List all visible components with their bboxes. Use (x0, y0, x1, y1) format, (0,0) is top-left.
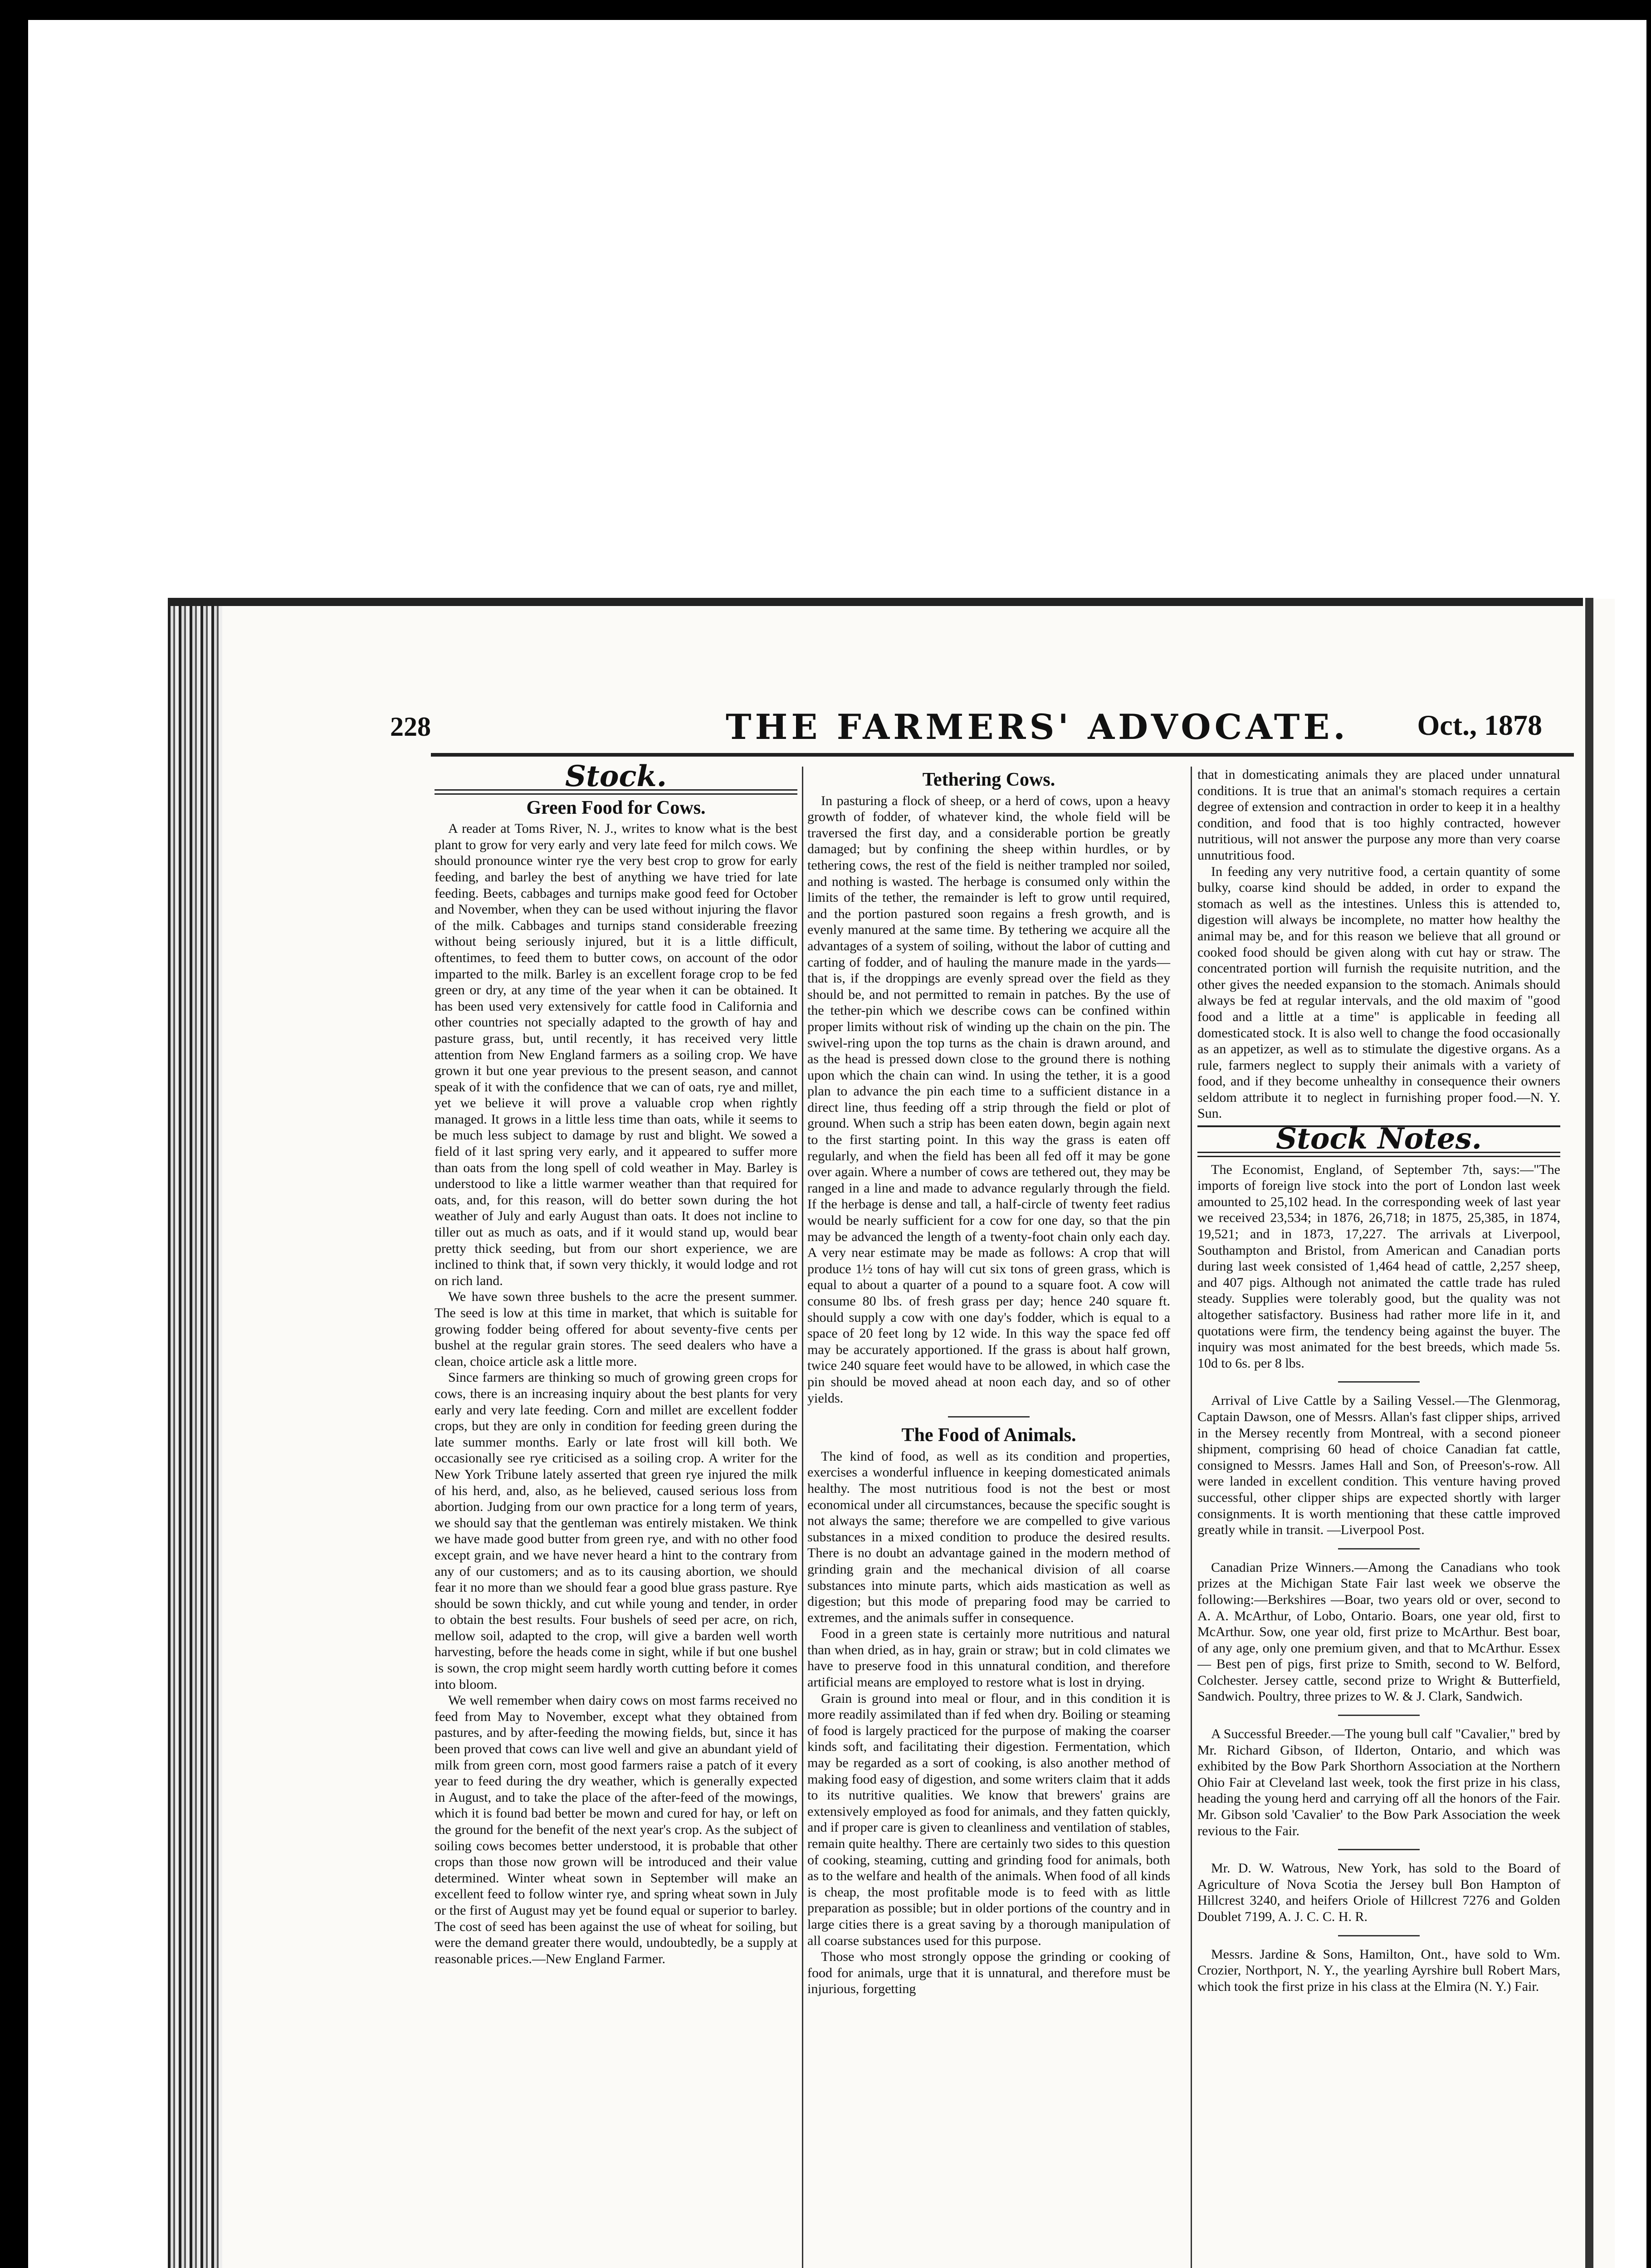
binding-top-edge (168, 598, 1583, 606)
stock-note: Canadian Prize Winners.—Among the Canadians who took prizes at the Michigan State Fair last week we observe the following:—Berkshires —Boar, two years old or over, second to A. A. McArthur, of Lobo, Ontario. Boars, one year old, first to McArthur. Sow, one year old, first prize to McArthur. Best boar, of any age, only one premium given, and that to McArthur. Essex— Best pen of pigs, first prize to Smith, second to W. Belford, Colchester. Jersey cattle, second prize to Wright & Butterfield, Sandwich. Poultry, three prizes to W. & J. Clark, Sandwich. (1197, 1559, 1560, 1704)
stock-note: Arrival of Live Cattle by a Sailing Vessel.—The Glenmorag, Captain Dawson, one of Messrs. Allan's fast clipper ships, arrived in the Mersey recently from Montreal, with a second pioneer shipment, comprising 60 head of choice Canadian fat cattle, consigned to Messrs. James Hall and Son, of Preeson's-row. All were landed in excellent condition. This venture having proved successful, other clipper ships are expected shortly with larger consignments. It is worth mentioning that these cattle improved greatly while in transit. —Liverpool Post. (1197, 1393, 1560, 1538)
paragraph: A reader at Toms River, N. J., writes to know what is the best plant to grow for very early and very late feed for milch cows. We should pronounce winter rye the very best crop to grow for early feeding, and barley the best of anything we have tried for late feeding. Beets, cabbages and turnips make good feed for October and November, when they can be used without injuring the flavor of the milk. Cabbages and turnips stand considerable freezing without being seriously injured, but it is a little difficult, oftentimes, to feed them to butter cows, on account of the odor imparted to the milk. Barley is an excellent forage crop to be fed green or dry, at any time of the year when it can be obtained. It has been used very extensively for cattle food in California and other countries not specially adapted to the growth of hay and pasture grass, but, until recently, it has received very little attention from New England farmers as a soiling crop. We have grown it but one year previous to the present season, and cannot speak of it with the confidence that we can of oats, rye and millet, yet we believe it will prove a valuable crop when rightly managed. It grows in a little less time than oats, while it seems to be much less subject to damage by rust and blight. We sowed a field of it last spring very early, and it appeared to suffer more than oats from the long spell of cold weather in May. Barley is understood to like a little warmer weather than that required for oats, and, for this reason, will do better sown during the hot weather of July and early August than oats. It does not incline to tiller out as much as oats, and if it would stand up, would bear pretty thick seeding, but from our short experience, we are inclined to think that, if sown very thickly, it would lodge and rot on rich land. (435, 821, 797, 1288)
stock-note: A Successful Breeder.—The young bull calf "Cavalier," bred by Mr. Richard Gibson, of Ilderton, Ontario, and which was exhibited by the Bow Park Shorthorn Association at the Northern Ohio Fair at Cleveland last week, took the first prize in his class, heading the young herd and carrying off all the honors of the Fair. Mr. Gibson sold 'Cavalier' to the Bow Park Association the week revious to the Fair. (1197, 1726, 1560, 1838)
paragraph: In feeding any very nutritive food, a certain quantity of some bulky, coarse kind should be added, in order to expand the stomach as well as the intestines. Unless this is attended to, digestion will always be incomplete, no matter how healthy the animal may be, and for this reason we believe that all ground or cooked food should be given along with cut hay or straw. The concentrated portion will furnish the requisite nutrition, and the other gives the needed expansion to the stomach. Animals should always be fed at regular intervals, and the old maxim of "good food and a little at a time" is applicable in feeding all domesticated stock. It is also well to change the food occasionally as an appetizer, as well as to stimulate the digestive organs. As a rule, farmers neglect to supply their animals with a variety of food, and if they become unhealthy in consequence their owners seldom attribute it to neglect in furnishing proper food.—N. Y. Sun. (1197, 864, 1560, 1121)
paragraph: Those who most strongly oppose the grinding or cooking of food for animals, urge that it is unnatural, and therefore must be injurious, forgetting (807, 1949, 1170, 1997)
column-2 (807, 767, 1170, 1997)
column-1 (435, 759, 797, 1967)
article-title: Tethering Cows. (922, 769, 1055, 790)
paragraph: Food in a green state is certainly more nutritious and natural than when dried, as in hay, grain or straw; but in cold climates we have to preserve food in this unnatural condition, and therefore artificial means are employed to restore what is lost in drying. (807, 1626, 1170, 1690)
paragraph: Grain is ground into meal or flour, and in this condition it is more readily assimilated than if fed when dry. Boiling or steaming of food is largely practiced for the purpose of making the coarser kinds soft, and facilitating their digestion. Fermentation, which may be regarded as a sort of cooking, is also another method of making food easy of digestion, and some writers claim that it adds to its nutritive qualities. We know that brewers' grains are extensively employed as food for animals, and they fatten quickly, and if proper care is given to cleanliness and ventilation of stables, remain quite healthy. There are certainly two sides to this question of cooking, steaming, cutting and grinding food for animals, both as to the welfare and health of the animals. When food of all kinds is cheap, the most profitable mode is to feed with as little preparation as possible; but in older portions of the country and in large cities there is a great saving by a thorough manipulation of all coarse substances used for this purpose. (807, 1691, 1170, 1948)
section-heading: Stock. (565, 759, 667, 793)
stock-note: Messrs. Jardine & Sons, Hamilton, Ont., have sold to Wm. Crozier, Northport, N. Y., the yearling Ayrshire bull Robert Mars, which took the first prize in his class at the Elmira (N. Y.) Fair. (1197, 1946, 1560, 1994)
article-title: The Food of Animals. (901, 1425, 1076, 1446)
paragraph: In pasturing a flock of sheep, or a herd of cows, upon a heavy growth of fodder, of whatever kind, the whole field will be traversed the first day, and a considerable portion be greatly damaged; but by confining the sheep within hurdles, or by tethering cows, the rest of the field is neither trampled nor soiled, and nothing is wasted. The herbage is consumed only within the limits of the tether, the remainder is left to grow until required, and the portion pastured soon regains a fresh growth, and is evenly manured at the same time. By tethering we acquire all the advantages of a system of soiling, without the labor of cutting and carting of fodder, and of hauling the manure made in the yards—that is, if the droppings are evenly spread over the field as they should be, and not permitted to remain in patches. By the use of the tether-pin which we describe cows can be confined within proper limits without risk of winding up the chain on the pin. The swivel-ring upon the top turns as the chain is drawn around, and as the head is pressed down close to the ground there is nothing upon which the chain can wind. In using the tether, it is a good plan to advance the pin each time to a sufficient distance in a direct line, thus feeding off a strip through the field or plot of ground. When such a strip has been eaten down, begin again next to the first starting point. In this way the grass is eaten off regularly, and when the field has been all fed off it may be gone over again. Where a number of cows are tethered out, they may be ranged in a line and made to advance regularly through the field. If the herbage is dense and tall, a half-circle of twenty feet radius would be nearly sufficient for a cow for one day, so that the pin may be advanced the length of a twenty-foot chain only each day. A very near estimate may be made as follows: A crop that will produce 1½ tons of hay will cut six tons of green grass, which is equal to about a quarter of a pound to a square foot. A cow will consume 80 lbs. of fresh grass per day; hence 240 square ft. should supply a cow with one day's fodder, which is equal to a space of 20 feet long by 12 wide. In this way the space fed off may be accurately apportioned. If the grass is about half grown, twice 240 square feet would have to be allowed, in which case the pin should be moved ahead at noon each day, and so of other yields. (807, 793, 1170, 1406)
paragraph: that in domesticating animals they are placed under unnatural conditions. It is true that an animal's stomach requires a certain degree of extension and contraction in order to keep it in a healthy condition, and food that is too highly contracted, however nutritious, will not answer the purpose any more than very coarse unnutritious food. (1197, 767, 1560, 863)
divider (1338, 1935, 1420, 1936)
paragraph: Since farmers are thinking so much of growing green crops for cows, there is an increasing inquiry about the best plants for very early and very late feeding. Corn and millet are excellent fodder crops, but they are only in condition for feeding green during the late summer months. Early or late frost will kill both. We occasionally see rye criticised as a soiling crop. A writer for the New York Tribune lately asserted that green rye injured the milk of his herd, and, also, as he believed, caused serious loss from abortion. Judging from our own practice for a long term of years, we should say that the gentleman was entirely mistaken. We think we have made good butter from green rye, and with no other food except grain, and we have never heard a hint to the contrary from any of our customers; and as to its causing abortion, we should fear it no more than we should fear a good blue grass pasture. Rye should be sown thickly, and cut while young and tender, in order to obtain the best results. Four bushels of seed per acre, on rich, mellow soil, adapted to the crop, will give a barden well worth harvesting, before the heads come in sight, while if but one bushel is sown, the crop might seem hardly worth cutting before it comes into bloom. (435, 1370, 797, 1692)
page-header (390, 702, 1569, 757)
paragraph: We have sown three bushels to the acre the present summer. The seed is low at this time in market, that which is suitable for growing fodder being offered for about seventy-five cents per bushel at the regular grain stores. The seed dealers who have a clean, choice article ask a little more. (435, 1289, 797, 1369)
issue-date: Oct., 1878 (1417, 709, 1542, 741)
divider (1338, 1849, 1420, 1850)
page-number: 228 (390, 712, 431, 742)
column-3 (1197, 767, 1560, 1994)
stock-note: The Economist, England, of September 7th, says:—"The imports of foreign live stock into the port of London last week amounted to 25,102 head. In the corresponding week of last year we received 23,534; in 1876, 26,718; in 1875, 25,385, in 1874, 19,521; and in 1873, 17,227. The arrivals at Liverpool, Southampton and Bristol, from American and Canadian ports during last week consisted of 1,464 head of cattle, 2,257 sheep, and 407 pigs. Although not animated the cattle trade has ruled steady. Supplies were tolerably good, but the quality was not altogether satisfactory. Business had rather more life in it, and quotations were firm, the tendency being against the buyer. The inquiry was most animated for the best breeds, which made 5s. 10d to 6s. per 8 lbs. (1197, 1162, 1560, 1371)
scan-border-left (0, 0, 28, 2268)
column-separator (802, 767, 803, 2268)
section-heading: Stock Notes. (1276, 1122, 1482, 1156)
book-binding (168, 599, 222, 2268)
masthead: THE FARMERS' ADVOCATE. (726, 707, 1349, 747)
paragraph: We well remember when dairy cows on most farms received no feed from May to November, except what they obtained from pastures, and by after-feeding the mowing fields, but, since it has been proved that cows can live well and give an abundant yield of milk from green corn, most good farmers raise a patch of it every year to feed during the dry weather, which is generally expected in August, and to take the place of the after-feed of the mowings, which it is found bad better be mown and cured for hay, or left on the ground for the benefit of the next year's crop. As the subject of soiling cows becomes better understood, it is probable that other crops than those now grown will be introduced and their value determined. Winter wheat sown in September will make an excellent feed to follow winter rye, and spring wheat sown in July or the first of August may yet be found equal or superior to barley. The cost of seed has been against the use of wheat for soiling, but were the demand greater there would, undoubtedly, be a supply at reasonable prices.—New England Farmer. (435, 1693, 797, 1966)
scan-border-top (0, 0, 1651, 20)
header-rule (431, 753, 1574, 757)
scan-border-right (1646, 0, 1651, 2268)
stock-note: Mr. D. W. Watrous, New York, has sold to the Board of Agriculture of Nova Scotia the Jersey bull Bon Hampton of Hillcrest 3240, and heifers Oriole of Hillcrest 7276 and Golden Doublet 7199, A. J. C. C. H. R. (1197, 1861, 1560, 1924)
divider (1338, 1381, 1420, 1383)
article-title: Green Food for Cows. (526, 797, 706, 818)
binding-right-edge (1585, 598, 1593, 2268)
divider (948, 1416, 1030, 1418)
divider (1338, 1715, 1420, 1716)
column-separator (1191, 767, 1192, 2268)
paragraph: The kind of food, as well as its condition and properties, exercises a wonderful influence in keeping domesticated animals healthy. The most nutritious food is not the best or most economical under all circumstances, because the specific sought is not always the same; therefore we are compelled to give various substances in a mixed condition to produce the desired results. There is no doubt an advantage gained in the modern method of grinding grain and the mechanical division of all coarse substances into minute parts, which aids mastication as well as digestion; but this mode of preparing food may be carried to extremes, and the animals suffer in consequence. (807, 1448, 1170, 1625)
divider (1338, 1548, 1420, 1549)
